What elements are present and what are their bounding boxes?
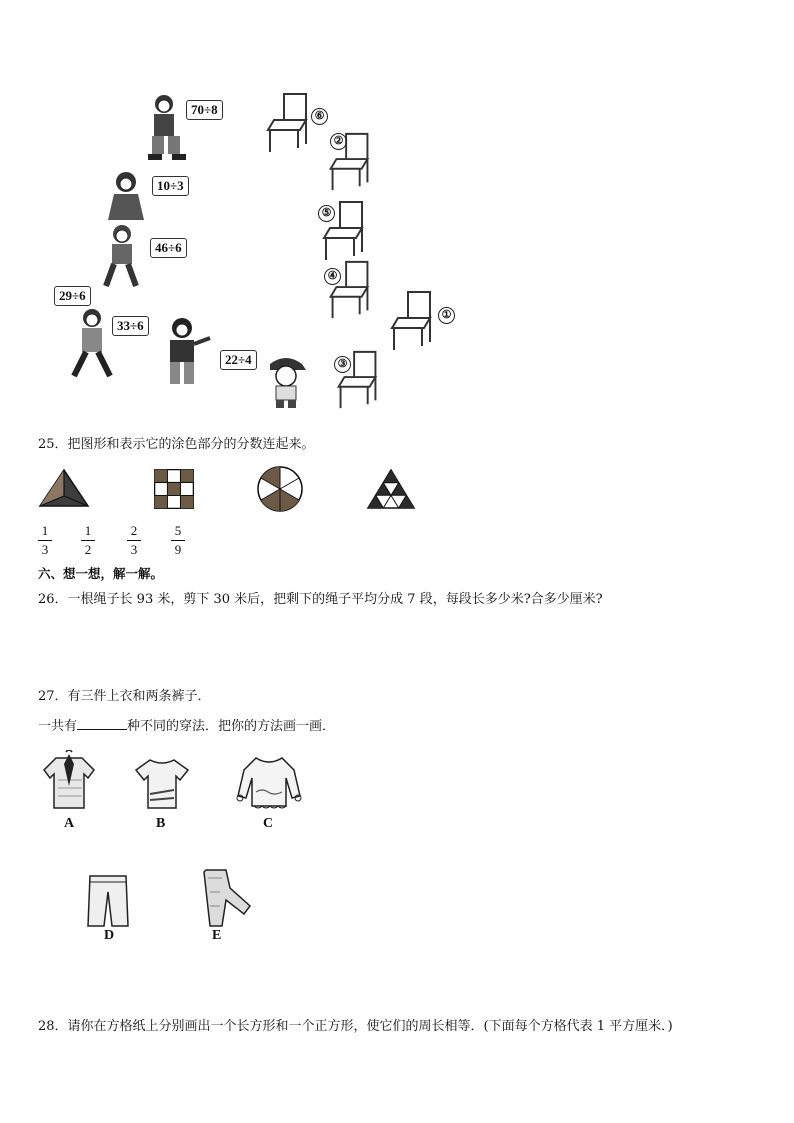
q27-line2 xyxy=(38,717,335,736)
q26-text: 26．一根绳子长 93 米，剪下 30 米后，把剩下的绳子平均分成 7 段，每段长多少米?合多少厘米? xyxy=(38,592,603,607)
fraction-4-den: 9 xyxy=(174,542,182,557)
fraction-1-den: 3 xyxy=(41,542,49,557)
kid-figure-4 xyxy=(68,306,116,382)
label-b: B xyxy=(156,816,166,831)
fraction-4 xyxy=(171,524,185,557)
q27-line2-before: 一共有 xyxy=(38,719,78,734)
kid-bubble-3: 46÷6 xyxy=(150,238,187,258)
chair-number-6: ③ xyxy=(334,356,351,373)
q28-text: 28．请你在方格纸上分别画出一个长方形和一个正方形，使它们的周长相等．(下面每个方格代表 1 平方厘米．) xyxy=(38,1019,673,1034)
kid-figure-3 xyxy=(98,222,148,292)
chair-number-5: ① xyxy=(438,307,455,324)
chair-number-3: ⑤ xyxy=(318,205,335,222)
kid-bubble-2: 10÷3 xyxy=(152,176,189,196)
q27-text: 27．有三件上衣和两条裤子． xyxy=(38,689,211,704)
fraction-4-num: 5 xyxy=(174,523,182,538)
shape-triangle-thirds xyxy=(38,468,90,510)
sweater-icon xyxy=(234,752,304,814)
kid-bubble-1: 70÷8 xyxy=(186,100,223,120)
shape-triangle-ninths xyxy=(366,468,416,510)
kid-bubble-4: 29÷6 xyxy=(54,286,91,306)
fraction-2-den: 2 xyxy=(84,542,92,557)
label-c: C xyxy=(263,816,274,831)
kid-figure-6 xyxy=(262,354,308,410)
chair-number-1: ⑥ xyxy=(311,108,328,125)
answer-blank[interactable] xyxy=(77,717,127,730)
kid-bubble-6: 22÷4 xyxy=(220,350,257,370)
kid-bubble-5: 33÷6 xyxy=(112,316,149,336)
label-e: E xyxy=(212,928,222,943)
fraction-3-num: 2 xyxy=(130,523,138,538)
fraction-1 xyxy=(38,524,52,557)
label-d: D xyxy=(104,928,115,943)
trousers-icon xyxy=(86,874,130,930)
kid-figure-2 xyxy=(104,170,150,225)
chair-1 xyxy=(262,90,314,154)
fraction-2-num: 1 xyxy=(84,523,92,538)
q25-text: 25．把图形和表示它的涂色部分的分数连起来。 xyxy=(38,437,315,452)
shape-circle-sixths xyxy=(256,465,304,513)
chair-5 xyxy=(384,288,440,352)
chair-number-4: ④ xyxy=(324,268,341,285)
fraction-2 xyxy=(81,524,95,557)
q27-line2-after: 种不同的穿法．把你的方法画一画． xyxy=(127,719,336,734)
shirt-with-tie-icon xyxy=(42,750,96,812)
fraction-3 xyxy=(127,524,141,557)
fraction-3-den: 3 xyxy=(130,542,138,557)
kid-figure-5 xyxy=(154,316,212,390)
section-heading: 六、想一想，解一解。 xyxy=(38,566,164,581)
long-trousers-icon xyxy=(196,868,254,928)
shape-grid-ninths xyxy=(154,469,194,509)
t-shirt-icon xyxy=(134,756,190,812)
chair-number-2: ② xyxy=(330,133,347,150)
label-a: A xyxy=(64,816,75,831)
fraction-1-num: 1 xyxy=(41,523,49,538)
